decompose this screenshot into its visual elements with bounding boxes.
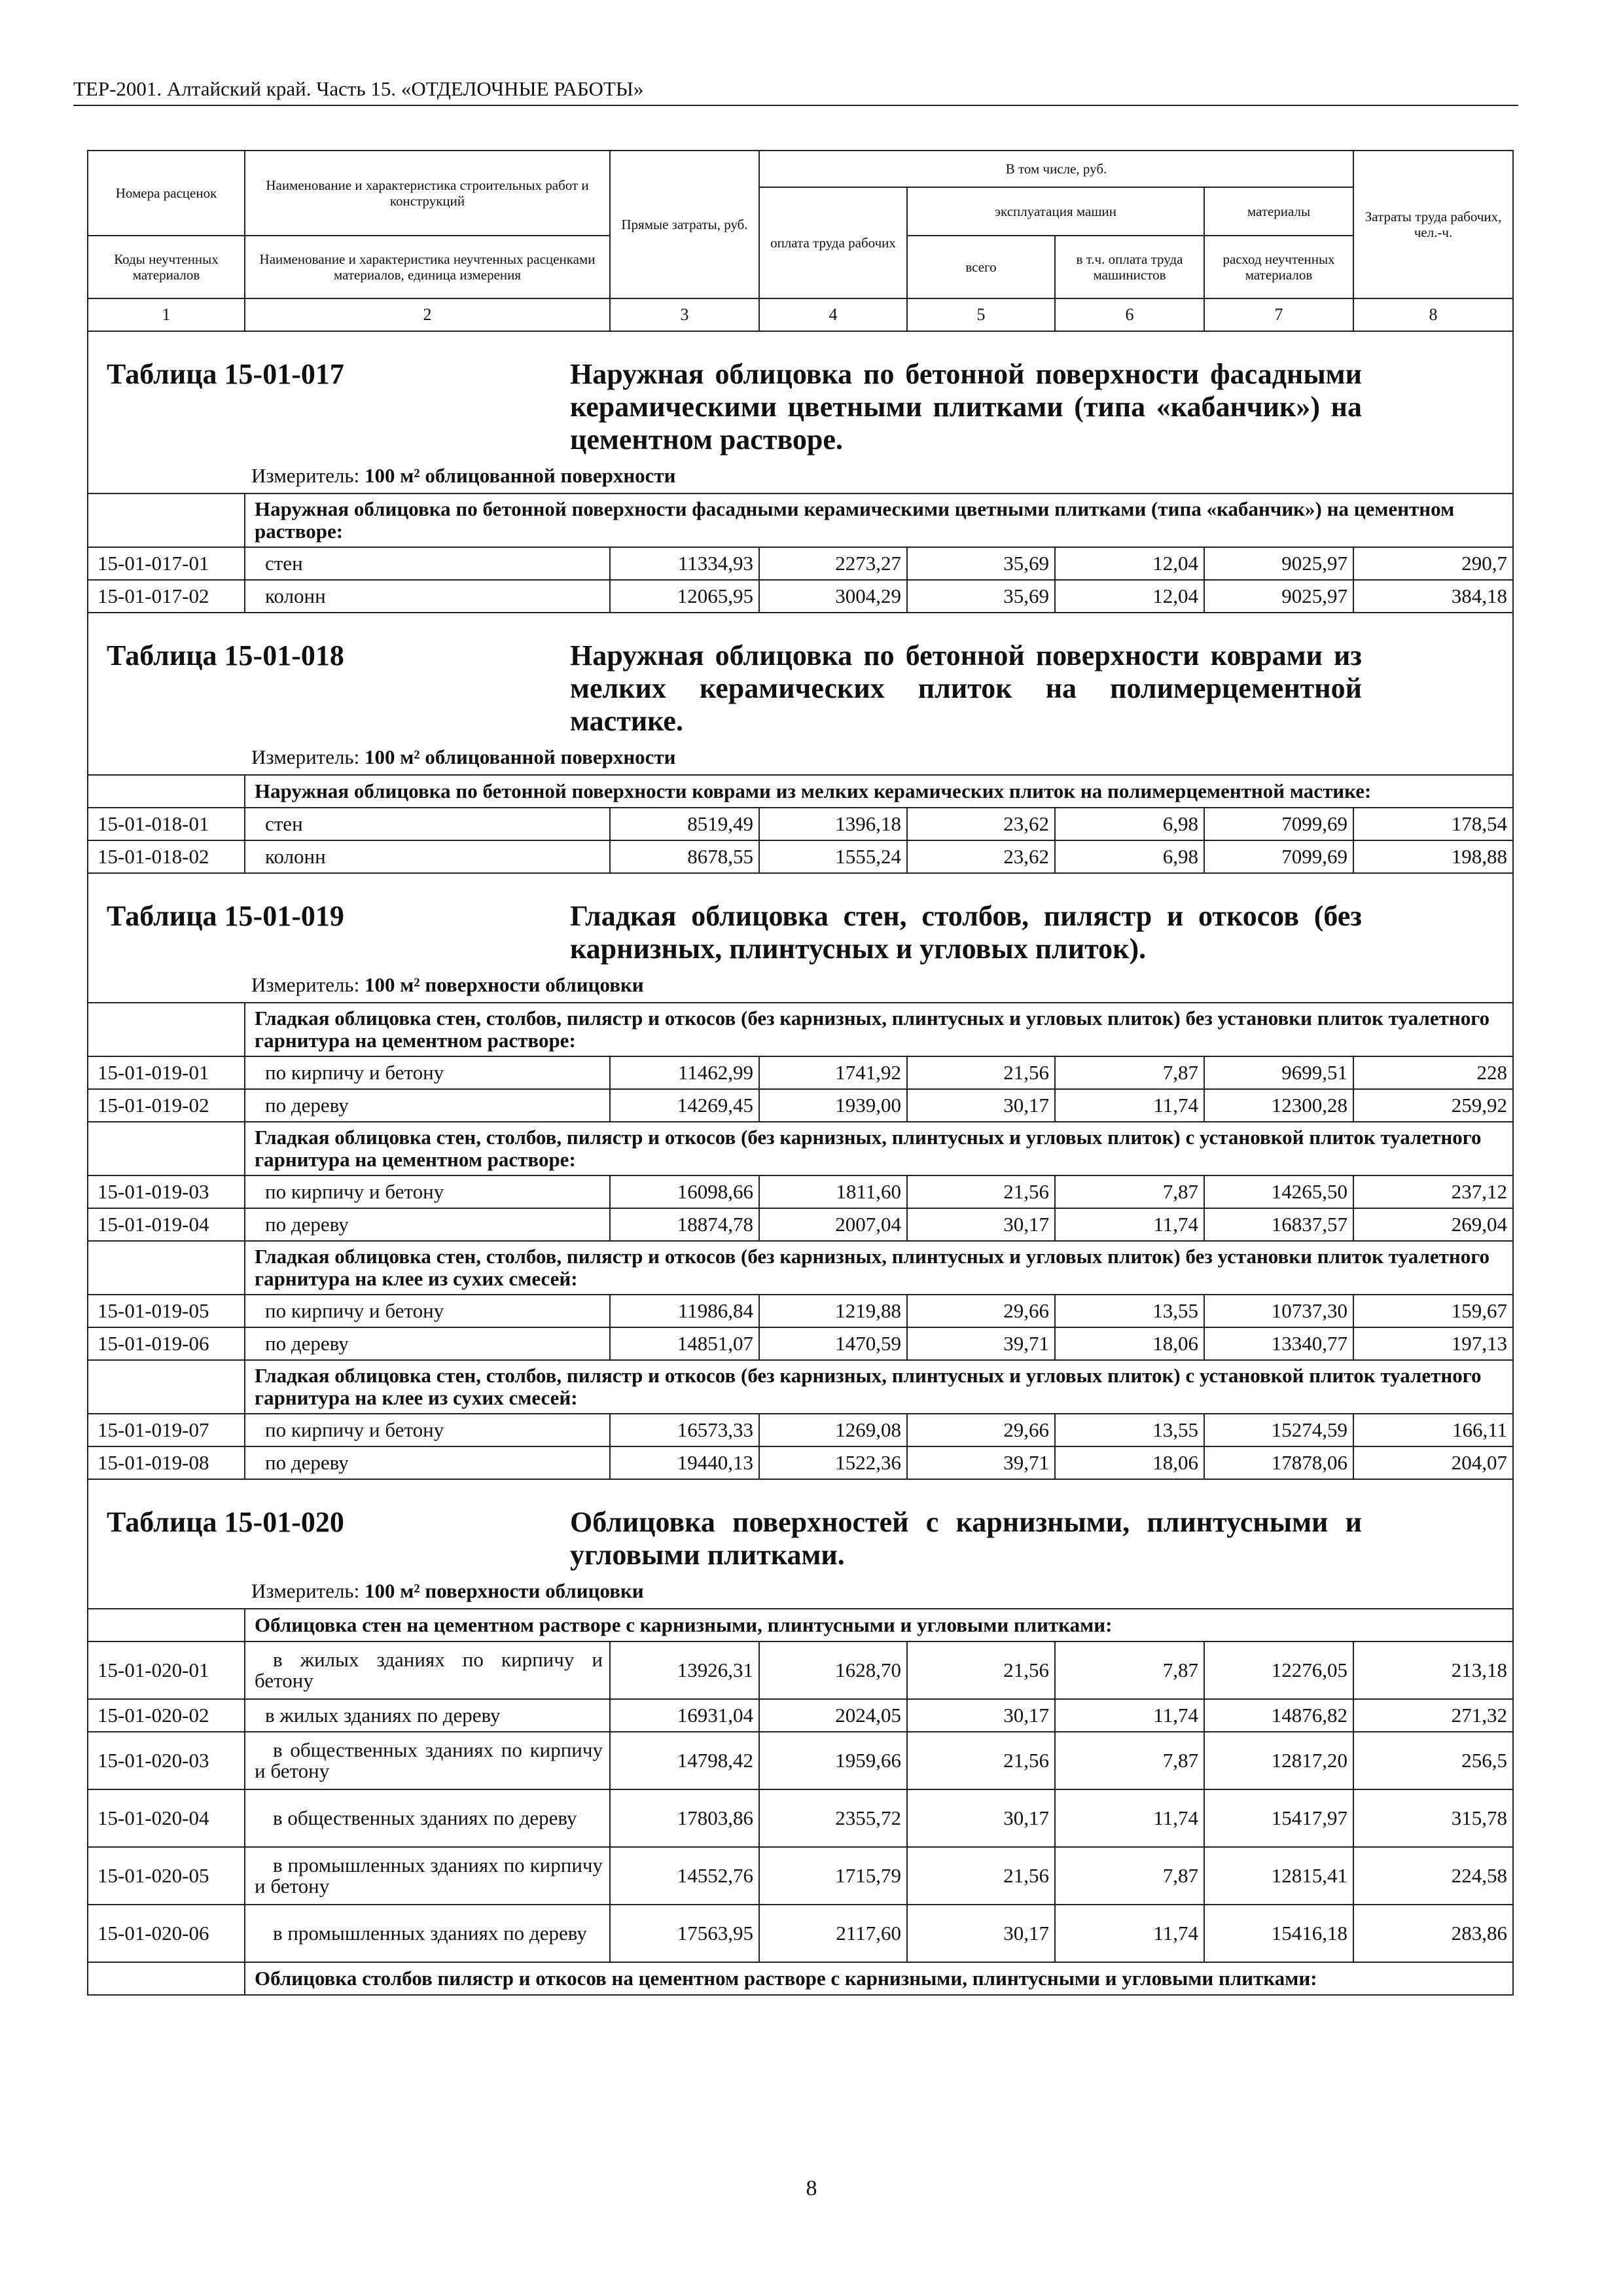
wages: 1219,88 [759,1295,907,1327]
wages: 1470,59 [759,1327,907,1360]
col-number: 3 [610,298,759,331]
materials: 17878,06 [1204,1446,1353,1479]
materials: 15274,59 [1204,1414,1353,1446]
machines-total: 30,17 [907,1699,1055,1732]
table-number: Таблица 15-01-019 [107,900,344,932]
table-row [88,1905,1513,1962]
group-code-cell [88,1003,245,1056]
group-code-cell [88,1241,245,1295]
table-row [88,580,1513,613]
machines-total: 39,71 [907,1327,1055,1360]
measure-value: 100 м² облицованной поверхности [364,745,676,768]
materials: 7099,69 [1204,808,1353,840]
rate-code: 15-01-019-01 [88,1056,245,1089]
machines-wages: 6,98 [1055,808,1204,840]
wages: 1396,18 [759,808,907,840]
work-name: стен [245,547,610,580]
measure-unit [245,1577,1513,1609]
labor: 283,86 [1353,1905,1513,1962]
rate-code: 15-01-019-03 [88,1175,245,1208]
table-row [88,1446,1513,1479]
group-row [88,1003,1513,1056]
table-number: Таблица 15-01-020 [107,1506,344,1538]
work-name: по дереву [245,1446,610,1479]
measure-prefix: Измеритель: [251,745,360,768]
machines-wages: 7,87 [1055,1732,1204,1789]
work-name: в промышленных зданиях по кирпичу и бетону [245,1847,610,1905]
table-row [88,1208,1513,1241]
labor: 290,7 [1353,547,1513,580]
direct-costs: 8519,49 [610,808,759,840]
materials: 12276,05 [1204,1641,1353,1699]
table-caption: Наружная облицовка по бетонной поверхности фасадными керамическими цветными плитками (типа «кабанчик») на цементном растворе. [570,358,1362,456]
labor: 204,07 [1353,1446,1513,1479]
measure-spacer [88,971,245,1003]
measure-prefix: Измеритель: [251,464,360,487]
labor: 228 [1353,1056,1513,1089]
table-number: Таблица 15-01-018 [107,639,344,672]
table-row [88,1789,1513,1847]
machines-total: 29,66 [907,1295,1055,1327]
wages: 3004,29 [759,580,907,613]
materials: 7099,69 [1204,840,1353,873]
direct-costs: 13926,31 [610,1641,759,1699]
table-row [88,1732,1513,1789]
direct-costs: 14851,07 [610,1327,759,1360]
labor: 259,92 [1353,1089,1513,1122]
measure-value: 100 м² облицованной поверхности [364,464,676,487]
machines-wages: 18,06 [1055,1446,1204,1479]
labor: 315,78 [1353,1789,1513,1847]
table-row [88,1295,1513,1327]
materials: 9025,97 [1204,580,1353,613]
col-machines-wages: в т.ч. оплата труда машинистов [1055,236,1204,298]
labor: 178,54 [1353,808,1513,840]
table-row [88,808,1513,840]
direct-costs: 18874,78 [610,1208,759,1241]
table-title [88,873,1513,971]
labor: 271,32 [1353,1699,1513,1732]
materials: 15416,18 [1204,1905,1353,1962]
table-row [88,1847,1513,1905]
price-table [87,150,1514,1996]
group-heading: Облицовка столбов пилястр и откосов на цементном растворе с карнизными, плинтусными и угловыми плитками: [245,1962,1513,1995]
work-name: по кирпичу и бетону [245,1175,610,1208]
col-labor: Затраты труда рабочих, чел.-ч. [1353,151,1513,298]
col-number: 4 [759,298,907,331]
materials: 10737,30 [1204,1295,1353,1327]
group-heading: Гладкая облицовка стен, столбов, пилястр и откосов (без карнизных, плинтусных и угловых плиток) без установки плиток туалетного гарнитура на клее из сухих смесей: [245,1241,1513,1295]
col-name-bottom: Наименование и характеристика неучтенных расценками материалов, единица измерения [245,236,610,298]
direct-costs: 16573,33 [610,1414,759,1446]
col-codes-bottom: Коды неучтенных материалов [88,236,245,298]
machines-wages: 7,87 [1055,1641,1204,1699]
col-number: 7 [1204,298,1353,331]
materials: 12817,20 [1204,1732,1353,1789]
labor: 197,13 [1353,1327,1513,1360]
labor: 166,11 [1353,1414,1513,1446]
group-row [88,1609,1513,1641]
rate-code: 15-01-020-02 [88,1699,245,1732]
machines-total: 39,71 [907,1446,1055,1479]
machines-total: 35,69 [907,547,1055,580]
measure-spacer [88,743,245,775]
wages: 2355,72 [759,1789,907,1847]
table-row [88,1641,1513,1699]
group-heading: Наружная облицовка по бетонной поверхности коврами из мелких керамических плиток на полимерцементной мастике: [245,775,1513,808]
col-materials: материалы [1204,187,1353,236]
group-code-cell [88,493,245,547]
work-name: стен [245,808,610,840]
work-name: по кирпичу и бетону [245,1295,610,1327]
rate-code: 15-01-020-01 [88,1641,245,1699]
table-head [88,151,1513,331]
direct-costs: 11462,99 [610,1056,759,1089]
machines-total: 35,69 [907,580,1055,613]
rate-code: 15-01-019-05 [88,1295,245,1327]
group-row [88,1241,1513,1295]
direct-costs: 14552,76 [610,1847,759,1905]
running-header: ТЕР-2001. Алтайский край. Часть 15. «ОТДЕЛОЧНЫЕ РАБОТЫ» [73,77,644,100]
table-title [88,1479,1513,1577]
page-number: 8 [806,2176,817,2200]
materials: 9025,97 [1204,547,1353,580]
machines-wages: 13,55 [1055,1414,1204,1446]
rate-code: 15-01-020-06 [88,1905,245,1962]
work-name: в жилых зданиях по кирпичу и бетону [245,1641,610,1699]
table-row [88,1699,1513,1732]
materials: 12815,41 [1204,1847,1353,1905]
machines-wages: 11,74 [1055,1905,1204,1962]
group-row [88,1962,1513,1995]
work-name: по кирпичу и бетону [245,1414,610,1446]
work-name: колонн [245,840,610,873]
rate-code: 15-01-019-08 [88,1446,245,1479]
wages: 1555,24 [759,840,907,873]
col-name-top: Наименование и характеристика строительных работ и конструкций [245,151,610,236]
machines-total: 21,56 [907,1847,1055,1905]
column-numbers-row [88,298,1513,331]
col-codes-top: Номера расценок [88,151,245,236]
direct-costs: 14798,42 [610,1732,759,1789]
group-heading: Наружная облицовка по бетонной поверхности фасадными керамическими цветными плитками (типа «кабанчик») на цементном растворе: [245,493,1513,547]
machines-wages: 11,74 [1055,1789,1204,1847]
direct-costs: 16098,66 [610,1175,759,1208]
table-caption: Наружная облицовка по бетонной поверхности коврами из мелких керамических плиток на полимерцементной мастике. [570,639,1362,737]
direct-costs: 14269,45 [610,1089,759,1122]
labor: 269,04 [1353,1208,1513,1241]
group-heading: Облицовка стен на цементном растворе с карнизными, плинтусными и угловыми плитками: [245,1609,1513,1641]
wages: 1939,00 [759,1089,907,1122]
group-code-cell [88,1122,245,1175]
direct-costs: 17563,95 [610,1905,759,1962]
group-heading: Гладкая облицовка стен, столбов, пилястр и откосов (без карнизных, плинтусных и угловых плиток) с установкой плиток туалетного гарнитура на клее из сухих смесей: [245,1360,1513,1414]
col-machines: эксплуатация машин [907,187,1204,236]
rate-code: 15-01-019-04 [88,1208,245,1241]
col-machines-total: всего [907,236,1055,298]
work-name: по дереву [245,1089,610,1122]
rate-code: 15-01-020-03 [88,1732,245,1789]
machines-wages: 6,98 [1055,840,1204,873]
col-number: 6 [1055,298,1204,331]
labor: 256,5 [1353,1732,1513,1789]
machines-wages: 18,06 [1055,1327,1204,1360]
wages: 1959,66 [759,1732,907,1789]
table-title-row [88,331,1513,461]
col-materials-unaccounted: расход неучтенных материалов [1204,236,1353,298]
direct-costs: 11334,93 [610,547,759,580]
wages: 2117,60 [759,1905,907,1962]
machines-total: 30,17 [907,1208,1055,1241]
work-name: в общественных зданиях по кирпичу и бетону [245,1732,610,1789]
measure-prefix: Измеритель: [251,1579,360,1602]
wages: 2007,04 [759,1208,907,1241]
price-table-wrap [87,150,1512,1996]
col-number: 8 [1353,298,1513,331]
direct-costs: 16931,04 [610,1699,759,1732]
labor: 159,67 [1353,1295,1513,1327]
direct-costs: 17803,86 [610,1789,759,1847]
group-heading: Гладкая облицовка стен, столбов, пилястр и откосов (без карнизных, плинтусных и угловых плиток) с установкой плиток туалетного гарнитура на цементном растворе: [245,1122,1513,1175]
col-direct-costs: Прямые затраты, руб. [610,151,759,298]
materials: 16837,57 [1204,1208,1353,1241]
table-title [88,331,1513,461]
group-code-cell [88,1962,245,1995]
work-name: по дереву [245,1208,610,1241]
measure-row [88,461,1513,493]
group-row [88,493,1513,547]
machines-wages: 7,87 [1055,1056,1204,1089]
wages: 1811,60 [759,1175,907,1208]
group-code-cell [88,1609,245,1641]
machines-total: 21,56 [907,1056,1055,1089]
col-number: 1 [88,298,245,331]
machines-wages: 7,87 [1055,1175,1204,1208]
col-wages: оплата труда рабочих [759,187,907,298]
table-row [88,1089,1513,1122]
rate-code: 15-01-020-04 [88,1789,245,1847]
machines-total: 21,56 [907,1641,1055,1699]
measure-value: 100 м² поверхности облицовки [364,1579,644,1602]
table-row [88,1175,1513,1208]
table-body [88,331,1513,1995]
group-heading: Гладкая облицовка стен, столбов, пилястр и откосов (без карнизных, плинтусных и угловых плиток) без установки плиток туалетного гарнитура на цементном растворе: [245,1003,1513,1056]
measure-row [88,1577,1513,1609]
direct-costs: 8678,55 [610,840,759,873]
labor: 213,18 [1353,1641,1513,1699]
table-title-row [88,613,1513,743]
measure-spacer [88,1577,245,1609]
materials: 12300,28 [1204,1089,1353,1122]
measure-spacer [88,461,245,493]
table-row [88,547,1513,580]
machines-wages: 11,74 [1055,1089,1204,1122]
machines-wages: 13,55 [1055,1295,1204,1327]
machines-total: 23,62 [907,808,1055,840]
rate-code: 15-01-019-06 [88,1327,245,1360]
group-row [88,1360,1513,1414]
table-row [88,840,1513,873]
machines-total: 30,17 [907,1089,1055,1122]
machines-total: 29,66 [907,1414,1055,1446]
table-number: Таблица 15-01-017 [107,358,344,390]
table-title-row [88,873,1513,971]
measure-unit [245,743,1513,775]
measure-row [88,971,1513,1003]
direct-costs: 11986,84 [610,1295,759,1327]
measure-row [88,743,1513,775]
labor: 237,12 [1353,1175,1513,1208]
machines-wages: 11,74 [1055,1208,1204,1241]
group-code-cell [88,1360,245,1414]
materials: 9699,51 [1204,1056,1353,1089]
machines-wages: 12,04 [1055,580,1204,613]
measure-prefix: Измеритель: [251,973,360,996]
header-rule [73,105,1518,106]
wages: 1522,36 [759,1446,907,1479]
table-caption: Облицовка поверхностей с карнизными, плинтусными и угловыми плитками. [570,1506,1362,1571]
rate-code: 15-01-019-07 [88,1414,245,1446]
materials: 14265,50 [1204,1175,1353,1208]
measure-unit [245,971,1513,1003]
rate-code: 15-01-017-01 [88,547,245,580]
direct-costs: 19440,13 [610,1446,759,1479]
machines-total: 30,17 [907,1905,1055,1962]
table-row [88,1414,1513,1446]
rate-code: 15-01-017-02 [88,580,245,613]
labor: 384,18 [1353,580,1513,613]
wages: 1269,08 [759,1414,907,1446]
materials: 15417,97 [1204,1789,1353,1847]
machines-wages: 12,04 [1055,547,1204,580]
machines-total: 23,62 [907,840,1055,873]
labor: 224,58 [1353,1847,1513,1905]
table-title [88,613,1513,743]
labor: 198,88 [1353,840,1513,873]
measure-value: 100 м² поверхности облицовки [364,973,644,996]
work-name: колонн [245,580,610,613]
col-number: 5 [907,298,1055,331]
work-name: по дереву [245,1327,610,1360]
materials: 13340,77 [1204,1327,1353,1360]
rate-code: 15-01-018-02 [88,840,245,873]
machines-wages: 11,74 [1055,1699,1204,1732]
measure-unit [245,461,1513,493]
col-including: В том числе, руб. [759,151,1353,187]
rate-code: 15-01-020-05 [88,1847,245,1905]
work-name: в промышленных зданиях по дереву [245,1905,610,1962]
wages: 1715,79 [759,1847,907,1905]
work-name: в общественных зданиях по дереву [245,1789,610,1847]
machines-total: 21,56 [907,1175,1055,1208]
table-row [88,1056,1513,1089]
rate-code: 15-01-019-02 [88,1089,245,1122]
col-number: 2 [245,298,610,331]
work-name: в жилых зданиях по дереву [245,1699,610,1732]
rate-code: 15-01-018-01 [88,808,245,840]
direct-costs: 12065,95 [610,580,759,613]
table-caption: Гладкая облицовка стен, столбов, пилястр и откосов (без карнизных, плинтусных и угловых плиток). [570,900,1362,965]
table-title-row [88,1479,1513,1577]
group-code-cell [88,775,245,808]
wages: 1741,92 [759,1056,907,1089]
machines-total: 30,17 [907,1789,1055,1847]
group-row [88,775,1513,808]
wages: 2273,27 [759,547,907,580]
group-row [88,1122,1513,1175]
work-name: по кирпичу и бетону [245,1056,610,1089]
table-row [88,1327,1513,1360]
wages: 2024,05 [759,1699,907,1732]
materials: 14876,82 [1204,1699,1353,1732]
machines-wages: 7,87 [1055,1847,1204,1905]
machines-total: 21,56 [907,1732,1055,1789]
wages: 1628,70 [759,1641,907,1699]
